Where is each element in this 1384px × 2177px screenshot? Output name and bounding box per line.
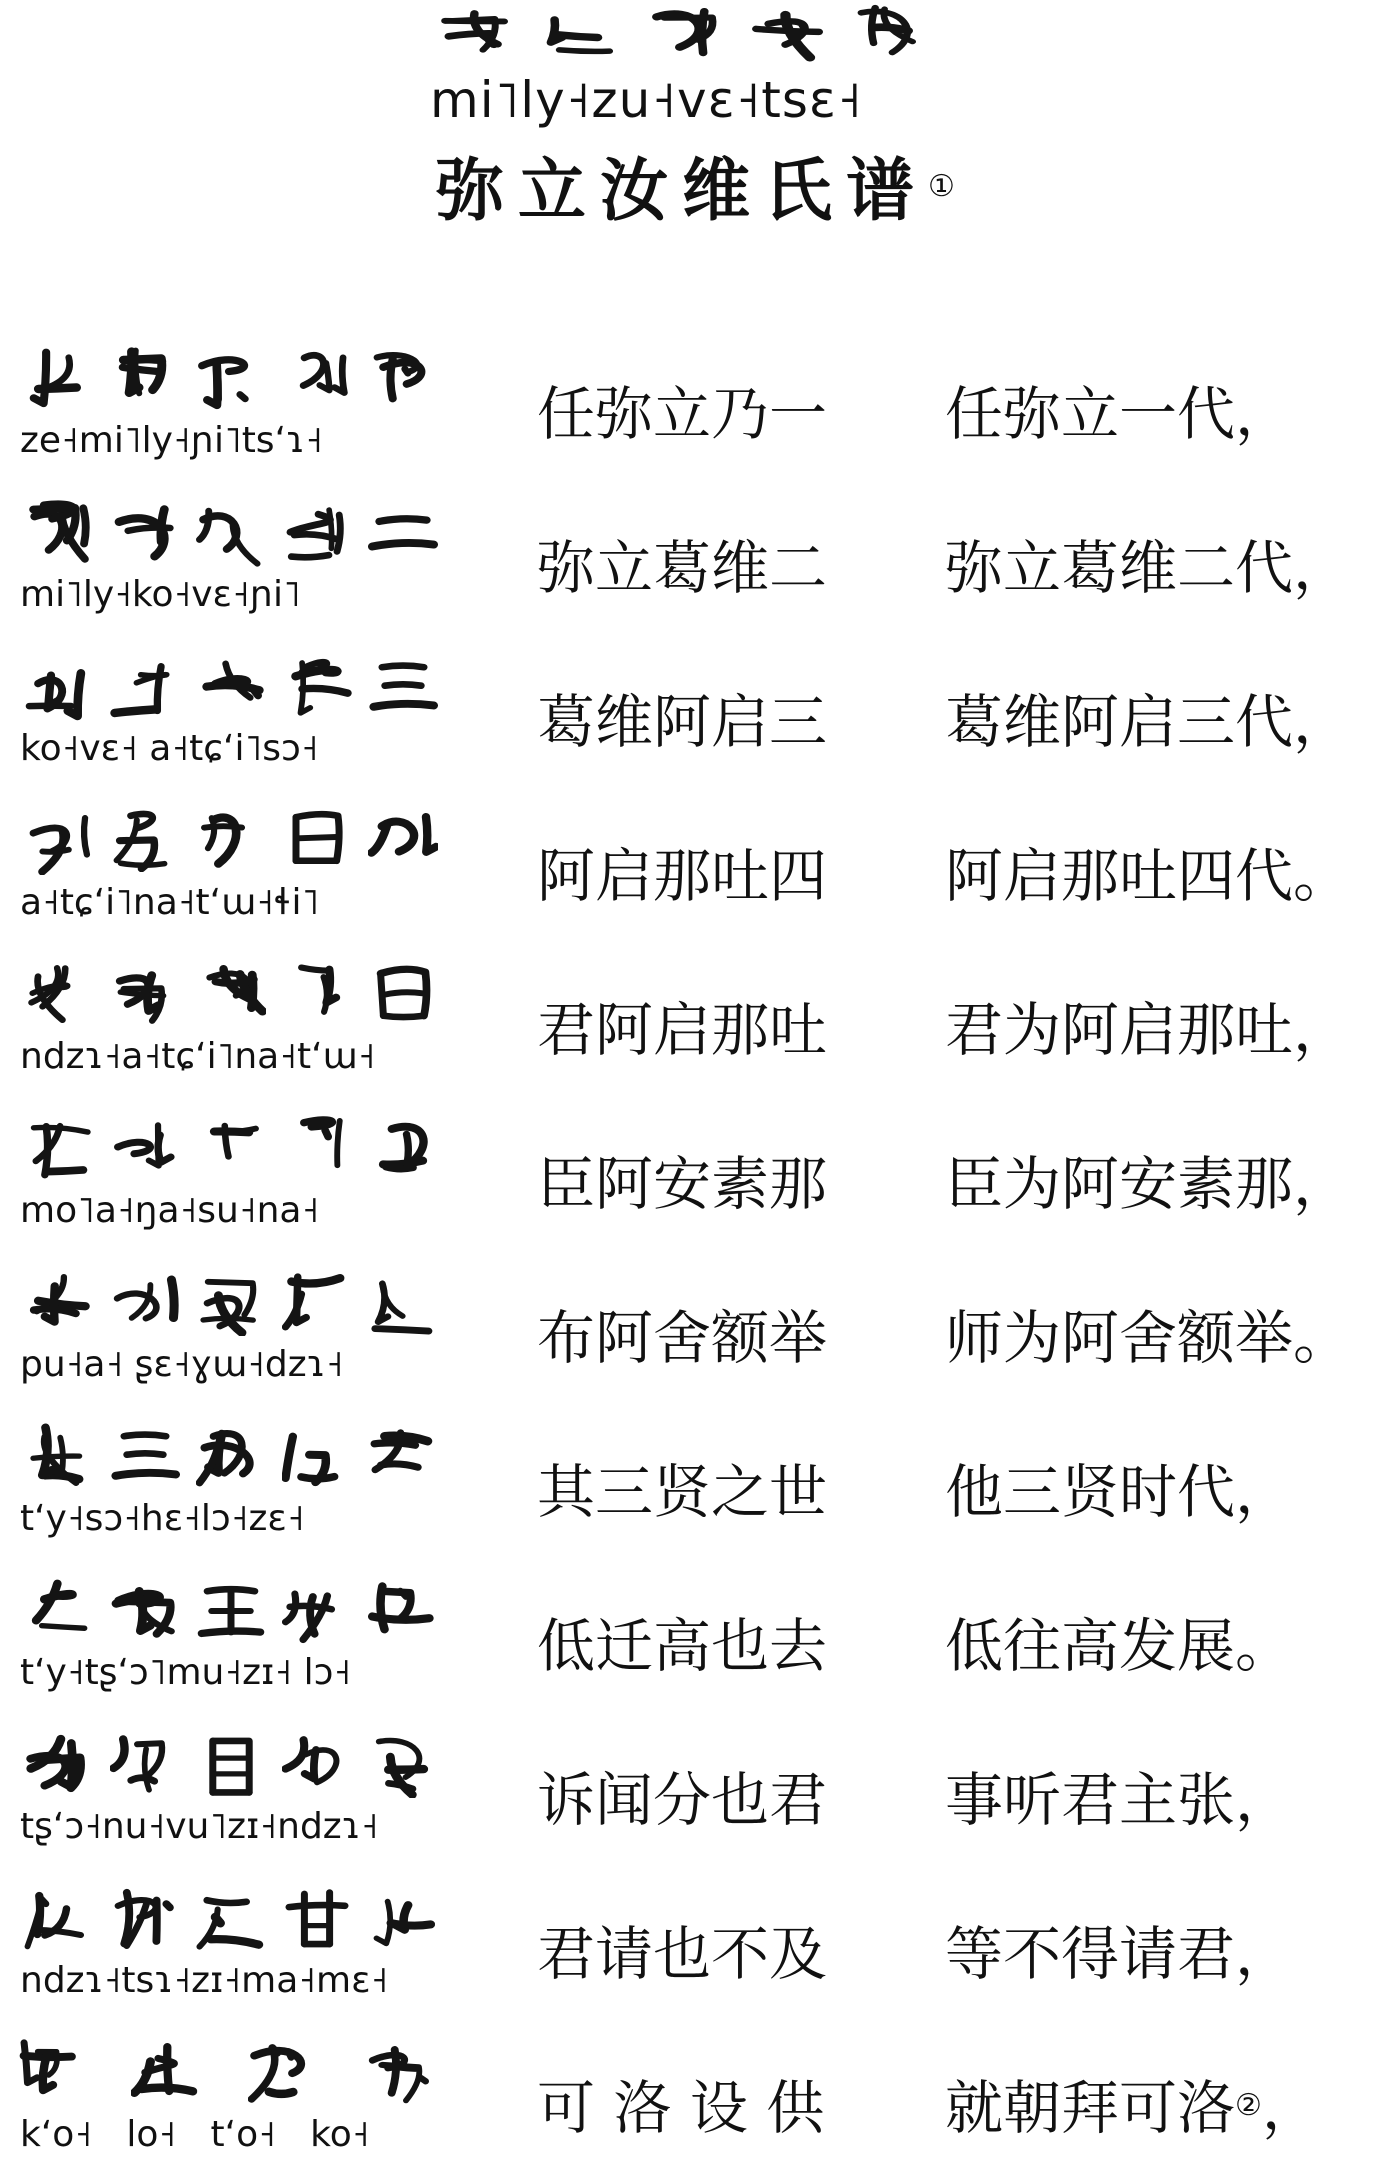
yi-glyph — [196, 501, 266, 567]
row-translation — [945, 379, 1293, 449]
yi-glyph — [196, 1421, 266, 1487]
page-title-text: 弥立汝维氏谱 — [436, 151, 929, 231]
row-translation — [945, 841, 1351, 911]
row-literal-gloss: 任弥立乃一 — [537, 380, 828, 448]
yi-glyph — [368, 1577, 438, 1643]
row-translation — [945, 1611, 1293, 1681]
yi-glyph — [24, 1729, 94, 1795]
row-literal-gloss: 臣阿安素那 — [537, 1150, 828, 1218]
yi-glyph — [24, 1269, 94, 1335]
page-title — [436, 150, 955, 233]
genealogy-row — [0, 641, 1384, 789]
row-translation — [945, 1919, 1293, 1989]
yi-glyph — [24, 1118, 94, 1184]
yi-glyph-group — [0, 343, 460, 415]
yi-glyph — [282, 804, 352, 870]
yi-glyph-group — [0, 959, 460, 1031]
row-literal-gloss: 葛维阿启三 — [537, 688, 828, 756]
yi-glyph-group — [0, 651, 460, 723]
row-translation-text: 低往高发展。 — [945, 1612, 1294, 1680]
yi-glyph-group — [0, 1575, 460, 1647]
yi-glyph — [24, 497, 94, 563]
row-literal-gloss: 君请也不及 — [537, 1920, 828, 1988]
yi-glyph — [196, 1733, 266, 1799]
yi-glyph — [282, 1733, 352, 1799]
yi-glyph-group — [0, 1729, 460, 1801]
yi-glyph — [196, 655, 266, 721]
yi-glyph — [196, 1884, 266, 1950]
yi-glyph-group — [0, 1883, 460, 1955]
yi-glyph — [540, 2, 620, 64]
yi-glyph — [24, 656, 94, 722]
yi-glyph — [368, 499, 438, 565]
row-translation — [945, 1303, 1351, 1373]
yi-glyph-group — [0, 1113, 460, 1185]
yi-glyph — [24, 1574, 94, 1640]
yi-glyph — [368, 1271, 438, 1337]
yi-glyph — [368, 654, 438, 720]
yi-glyph — [110, 1271, 180, 1337]
yi-glyph-group — [0, 1421, 460, 1493]
row-translation-text: 任弥立一代， — [945, 380, 1294, 448]
yi-glyph — [110, 1116, 180, 1182]
row-romanization: kʻo˧ lo˧ tʻo˧ ko˧ — [20, 2114, 370, 2155]
yi-glyph — [282, 1886, 352, 1952]
yi-glyph — [110, 1883, 180, 1949]
row-translation — [945, 1457, 1293, 1527]
genealogy-row — [0, 1257, 1384, 1405]
title-romanization: mi˥ly˧zu˧vɛ˧tsɛ˧ — [430, 71, 863, 129]
yi-glyph — [282, 959, 352, 1025]
yi-glyph — [196, 1114, 266, 1180]
row-translation-punctuation: ， — [1261, 2074, 1320, 2142]
yi-glyph — [110, 1730, 180, 1796]
row-translation-text: 葛维阿启三代， — [945, 688, 1352, 756]
yi-glyph — [282, 1578, 352, 1644]
row-romanization: ze˧mi˥ly˧ɲi˥tsʻɿ˧ — [20, 420, 323, 461]
yi-glyph — [196, 1578, 266, 1644]
yi-glyph-group — [0, 497, 460, 569]
yi-glyph — [196, 961, 266, 1027]
genealogy-row — [0, 1411, 1384, 1559]
yi-glyph — [24, 1423, 94, 1489]
row-literal-gloss: 可 洛 设 供 — [537, 2074, 825, 2142]
genealogy-row — [0, 2027, 1384, 2175]
row-literal-gloss: 君阿启那吐 — [537, 996, 828, 1064]
row-literal-gloss: 低迁高也去 — [537, 1612, 828, 1680]
genealogy-row — [0, 333, 1384, 481]
row-romanization: tʻy˧tʂʻɔ˥mu˧zɪ˧ lɔ˧ — [20, 1652, 352, 1693]
yi-glyph — [196, 805, 266, 871]
genealogy-row — [0, 1103, 1384, 1251]
yi-glyph — [24, 809, 94, 875]
yi-glyph — [110, 345, 180, 411]
row-translation-text: 就朝拜可洛 — [945, 2074, 1236, 2142]
yi-glyph — [24, 960, 94, 1026]
yi-glyph — [110, 1423, 180, 1489]
yi-glyph — [282, 1270, 352, 1336]
row-translation-text: 弥立葛维二代， — [945, 534, 1352, 602]
yi-glyph — [282, 499, 352, 565]
genealogy-row — [0, 949, 1384, 1097]
yi-glyph — [248, 2037, 318, 2103]
yi-glyph — [131, 2042, 201, 2108]
yi-glyph — [368, 1886, 438, 1952]
row-translation — [945, 1765, 1293, 1835]
row-translation-text: 师为阿舍额举。 — [945, 1304, 1352, 1372]
yi-glyph — [14, 2037, 84, 2103]
yi-glyph — [110, 497, 180, 563]
genealogy-row — [0, 1565, 1384, 1713]
yi-glyph — [196, 346, 266, 412]
row-translation-text: 事听君主张， — [945, 1766, 1294, 1834]
yi-glyph — [748, 2, 828, 64]
yi-glyph — [110, 959, 180, 1025]
genealogy-row — [0, 487, 1384, 635]
yi-glyph — [282, 344, 352, 410]
yi-glyph-group — [0, 805, 460, 877]
yi-glyph — [282, 651, 352, 717]
row-translation-text: 阿启那吐四代。 — [945, 842, 1352, 910]
yi-glyph — [368, 959, 438, 1025]
yi-glyph — [368, 807, 438, 873]
yi-glyph — [365, 2041, 435, 2107]
title-yi-glyph-group — [436, 2, 936, 68]
yi-glyph-group — [0, 1267, 460, 1339]
row-literal-gloss: 布阿舍额举 — [537, 1304, 828, 1372]
yi-glyph — [282, 1112, 352, 1178]
yi-glyph — [436, 2, 516, 64]
row-romanization: pu˧a˧ ʂɛ˧ɣɯ˧dzɿ˧ — [20, 1344, 344, 1385]
genealogy-row — [0, 1873, 1384, 2021]
row-translation — [945, 2073, 1320, 2143]
row-romanization: tʂʻɔ˧nu˧vu˥zɪ˧ndzɿ˧ — [20, 1806, 379, 1847]
row-translation — [945, 1149, 1351, 1219]
yi-glyph — [644, 2, 724, 64]
row-romanization: mo˥a˧ŋa˧su˧na˧ — [20, 1190, 320, 1231]
row-romanization: ndzɿ˧tsɿ˧zɪ˧ma˧mɛ˧ — [20, 1960, 389, 2001]
row-translation-text: 君为阿启那吐， — [945, 996, 1352, 1064]
row-literal-gloss: 阿启那吐四 — [537, 842, 828, 910]
yi-glyph — [196, 1270, 266, 1336]
yi-glyph — [368, 1115, 438, 1181]
yi-glyph — [110, 806, 180, 872]
row-romanization: a˧tɕʻi˥na˧tʻɯ˧ɬi˥ — [20, 882, 320, 923]
row-romanization: tʻy˧sɔ˧hɛ˧lɔ˧zɛ˧ — [20, 1498, 305, 1539]
yi-glyph — [282, 1424, 352, 1490]
row-literal-gloss: 弥立葛维二 — [537, 534, 828, 602]
row-literal-gloss: 诉闻分也君 — [537, 1766, 828, 1834]
row-translation — [945, 687, 1351, 757]
row-translation — [945, 533, 1351, 603]
genealogy-row — [0, 1719, 1384, 1867]
yi-glyph — [110, 1575, 180, 1641]
yi-glyph — [24, 1888, 94, 1954]
genealogy-row — [0, 795, 1384, 943]
yi-glyph — [110, 656, 180, 722]
footnote-marker: ② — [1235, 2088, 1262, 2123]
row-romanization: mi˥ly˧ko˧vɛ˧ɲi˥ — [20, 574, 301, 615]
yi-glyph — [24, 346, 94, 412]
row-translation — [945, 995, 1351, 1065]
row-romanization: ko˧vɛ˧ a˧tɕʻi˥sɔ˧ — [20, 728, 319, 769]
yi-glyph — [852, 2, 932, 64]
row-translation-text: 臣为阿安素那， — [945, 1150, 1352, 1218]
row-translation-text: 等不得请君， — [945, 1920, 1294, 1988]
row-translation-text: 他三贤时代， — [945, 1458, 1294, 1526]
row-romanization: ndzɿ˧a˧tɕʻi˥na˧tʻɯ˧ — [20, 1036, 376, 1077]
yi-glyph — [368, 1422, 438, 1488]
yi-glyph — [368, 346, 438, 412]
yi-glyph-group — [0, 2037, 460, 2109]
footnote-marker: ① — [928, 169, 955, 204]
row-literal-gloss: 其三贤之世 — [537, 1458, 828, 1526]
yi-glyph — [368, 1732, 438, 1798]
